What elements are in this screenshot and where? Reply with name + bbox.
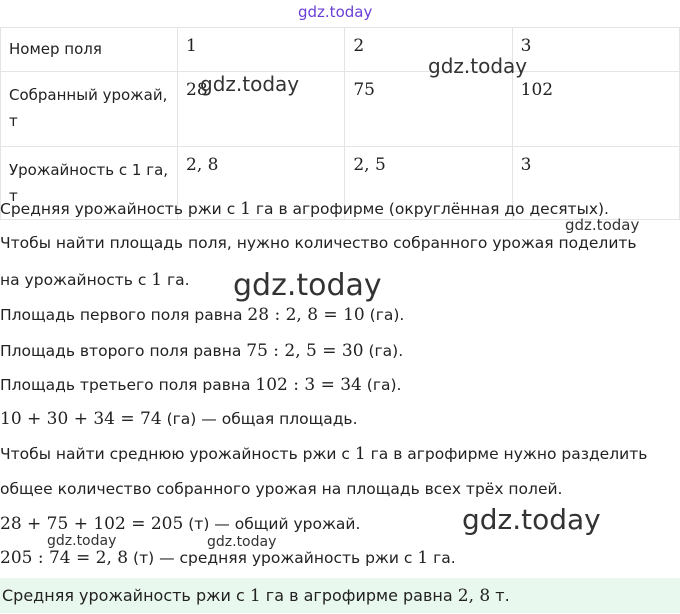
text: (т) — общий урожай. bbox=[183, 515, 361, 533]
table-row bbox=[1, 28, 680, 72]
watermark: gdz.today bbox=[47, 533, 117, 549]
text: (га). bbox=[361, 376, 402, 394]
solution-line bbox=[0, 341, 680, 361]
watermark: gdz.today bbox=[428, 54, 528, 78]
text: Площадь второго поля равна bbox=[0, 342, 247, 360]
math: 1 bbox=[417, 548, 429, 568]
table-row-label: Урожайность с 1 га, т bbox=[1, 147, 178, 220]
table-cell: 3 bbox=[512, 28, 679, 72]
table-row-label: Номер поля bbox=[1, 28, 178, 72]
math: 1 bbox=[151, 270, 163, 290]
math: 205 : 74 = 2, 8 bbox=[0, 548, 129, 568]
solution-line bbox=[0, 548, 680, 568]
text: га в агрофирме (округлённая до десятых). bbox=[250, 200, 609, 218]
math: 75 : 2, 5 = 30 bbox=[246, 341, 364, 361]
solution-line bbox=[0, 375, 680, 395]
watermark: gdz.today bbox=[298, 3, 373, 21]
solution-line: Чтобы найти площадь поля, нужно количество собранного урожая поделить bbox=[0, 234, 637, 252]
text: на урожайность с bbox=[0, 271, 152, 289]
text: Средняя урожайность ржи с bbox=[0, 200, 241, 218]
solution-line: общее количество собранного урожая на площадь всех трёх полей. bbox=[0, 480, 563, 498]
text: (т) — средняя урожайность ржи с bbox=[128, 549, 418, 567]
watermark: gdz.today bbox=[462, 503, 601, 536]
table-cell: 102 bbox=[512, 72, 679, 147]
text: т. bbox=[490, 586, 510, 605]
text: га. bbox=[162, 271, 190, 289]
table-cell: 2, 8 bbox=[178, 147, 345, 220]
solution-line bbox=[0, 409, 680, 429]
text: Средняя урожайность ржи с bbox=[2, 586, 250, 605]
text: га. bbox=[428, 549, 456, 567]
watermark: gdz.today bbox=[233, 268, 382, 303]
math: 10 + 30 + 34 = 74 bbox=[0, 409, 162, 429]
table-row bbox=[1, 72, 680, 147]
harvest-table bbox=[0, 27, 680, 220]
text: га в агрофирме равна bbox=[260, 586, 458, 605]
solution-line bbox=[0, 444, 680, 464]
text: (га). bbox=[363, 342, 404, 360]
table-cell: 28 bbox=[178, 72, 345, 147]
text: Площадь первого поля равна bbox=[0, 306, 248, 324]
table-cell: 1 bbox=[178, 28, 345, 72]
answer-box bbox=[0, 578, 680, 613]
solution-line bbox=[0, 514, 680, 534]
text: га в агрофирме нужно разделить bbox=[365, 445, 648, 463]
text: (га) — общая площадь. bbox=[161, 410, 358, 428]
solution-line bbox=[0, 305, 680, 325]
text: (га). bbox=[364, 306, 405, 324]
text: Площадь третьего поля равна bbox=[0, 376, 256, 394]
math: 1 bbox=[240, 199, 251, 219]
watermark: gdz.today bbox=[200, 72, 300, 96]
table-cell: 75 bbox=[345, 72, 512, 147]
math: 1 bbox=[354, 444, 366, 464]
table-cell: 2, 5 bbox=[345, 147, 512, 220]
math: 102 : 3 = 34 bbox=[255, 375, 362, 395]
math: 1 bbox=[249, 586, 261, 606]
math: 2, 8 bbox=[457, 586, 491, 606]
math: 28 + 75 + 102 = 205 bbox=[0, 514, 184, 534]
table-row-label: Собранный урожай, т bbox=[1, 72, 178, 147]
watermark: gdz.today bbox=[207, 534, 277, 550]
text: Чтобы найти среднюю урожайность ржи с bbox=[0, 445, 355, 463]
table-cell: 3 bbox=[512, 147, 679, 220]
math: 28 : 2, 8 = 10 bbox=[247, 305, 365, 325]
watermark: gdz.today bbox=[565, 216, 640, 234]
table-cell: 2 bbox=[345, 28, 512, 72]
